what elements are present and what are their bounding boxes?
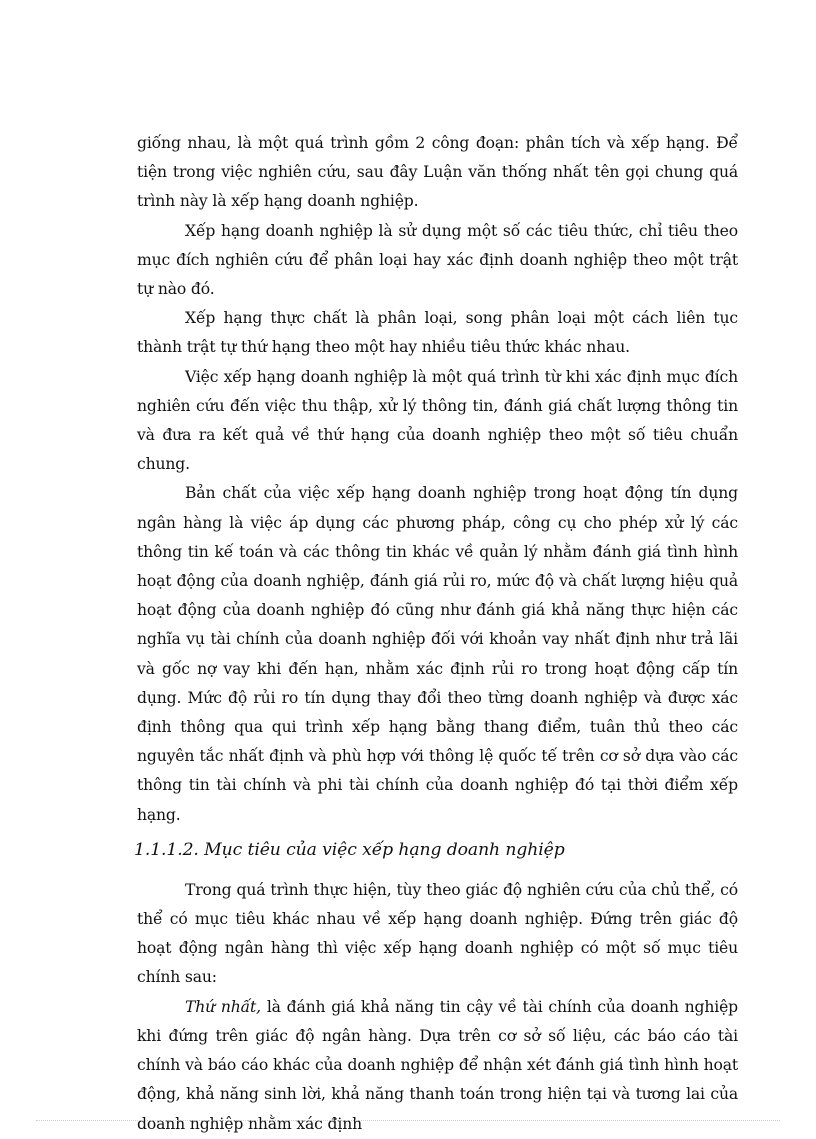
page-bottom-divider [36,1120,780,1121]
first-objective-text: là đánh giá khả năng tin cậy về tài chính của doanh nghiệp khi đứng trên giác độ ngân hàng. Dựa trên cơ sở số liệu, các báo cáo tài chính và báo cáo khác của doanh nghiệp để nhận xét đánh giá tình hình hoạt động, khả năng sinh lời, khả năng thanh toán trong hiện tại và tương lai của doanh nghiệp nhằm xác định [137,997,738,1133]
paragraph-first-objective [137,993,738,1139]
paragraph-definition: Xếp hạng doanh nghiệp là sử dụng một số các tiêu thức, chỉ tiêu theo mục đích nghiên cứu để phân loại hay xác định doanh nghiệp theo một trật tự nào đó. [137,221,738,299]
document-body [134,129,738,1139]
first-objective-lead: Thứ nhất, [185,997,261,1016]
section-heading: 1.1.1.2. Mục tiêu của việc xếp hạng doanh nghiệp [134,839,565,860]
paragraph-essence: Bản chất của việc xếp hạng doanh nghiệp trong hoạt động tín dụng ngân hàng là việc áp dụng các phương pháp, công cụ cho phép xử lý các thông tin kế toán và các thông tin khác về quản lý nhằm đánh giá tình hình hoạt động của doanh nghiệp, đánh giá rủi ro, mức độ và chất lượng hiệu quả hoạt động của doanh nghiệp đó cũng như đánh giá khả năng thực hiện các nghĩa vụ tài chính của doanh nghiệp đối với khoản vay nhất định như trả lãi và gốc nợ vay khi đến hạn, nhằm xác định rủi ro trong hoạt động cấp tín dụng. Mức độ rủi ro tín dụng thay đổi theo từng doanh nghiệp và được xác định thông qua qui trình xếp hạng bằng thang điểm, tuân thủ theo các nguyên tắc nhất định và phù hợp với thông lệ quốc tế trên cơ sở dựa vào các thông tin tài chính và phi tài chính của doanh nghiệp đó tại thời điểm xếp hạng. [137,484,738,824]
paragraph-continuation: giống nhau, là một quá trình gồm 2 công đoạn: phân tích và xếp hạng. Để tiện trong việc nghiên cứu, sau đây Luận văn thống nhất tên gọi chung quá trình này là xếp hạng doanh nghiệp. [137,134,738,211]
paragraph-objectives-intro: Trong quá trình thực hiện, tùy theo giác độ nghiên cứu của chủ thể, có thể có mục tiêu khác nhau về xếp hạng doanh nghiệp. Đứng trên giác độ hoạt động ngân hàng thì việc xếp hạng doanh nghiệp có một số mục tiêu chính sau: [137,880,738,987]
paragraph-nature: Xếp hạng thực chất là phân loại, song phân loại một cách liên tục thành trật tự thứ hạng theo một hay nhiều tiêu thức khác nhau. [137,309,738,357]
paragraph-process: Việc xếp hạng doanh nghiệp là một quá trình từ khi xác định mục đích nghiên cứu đến việc thu thập, xử lý thông tin, đánh giá chất lượng thông tin và đưa ra kết quả về thứ hạng của doanh nghiệp theo một số tiêu chuẩn chung. [137,367,738,474]
